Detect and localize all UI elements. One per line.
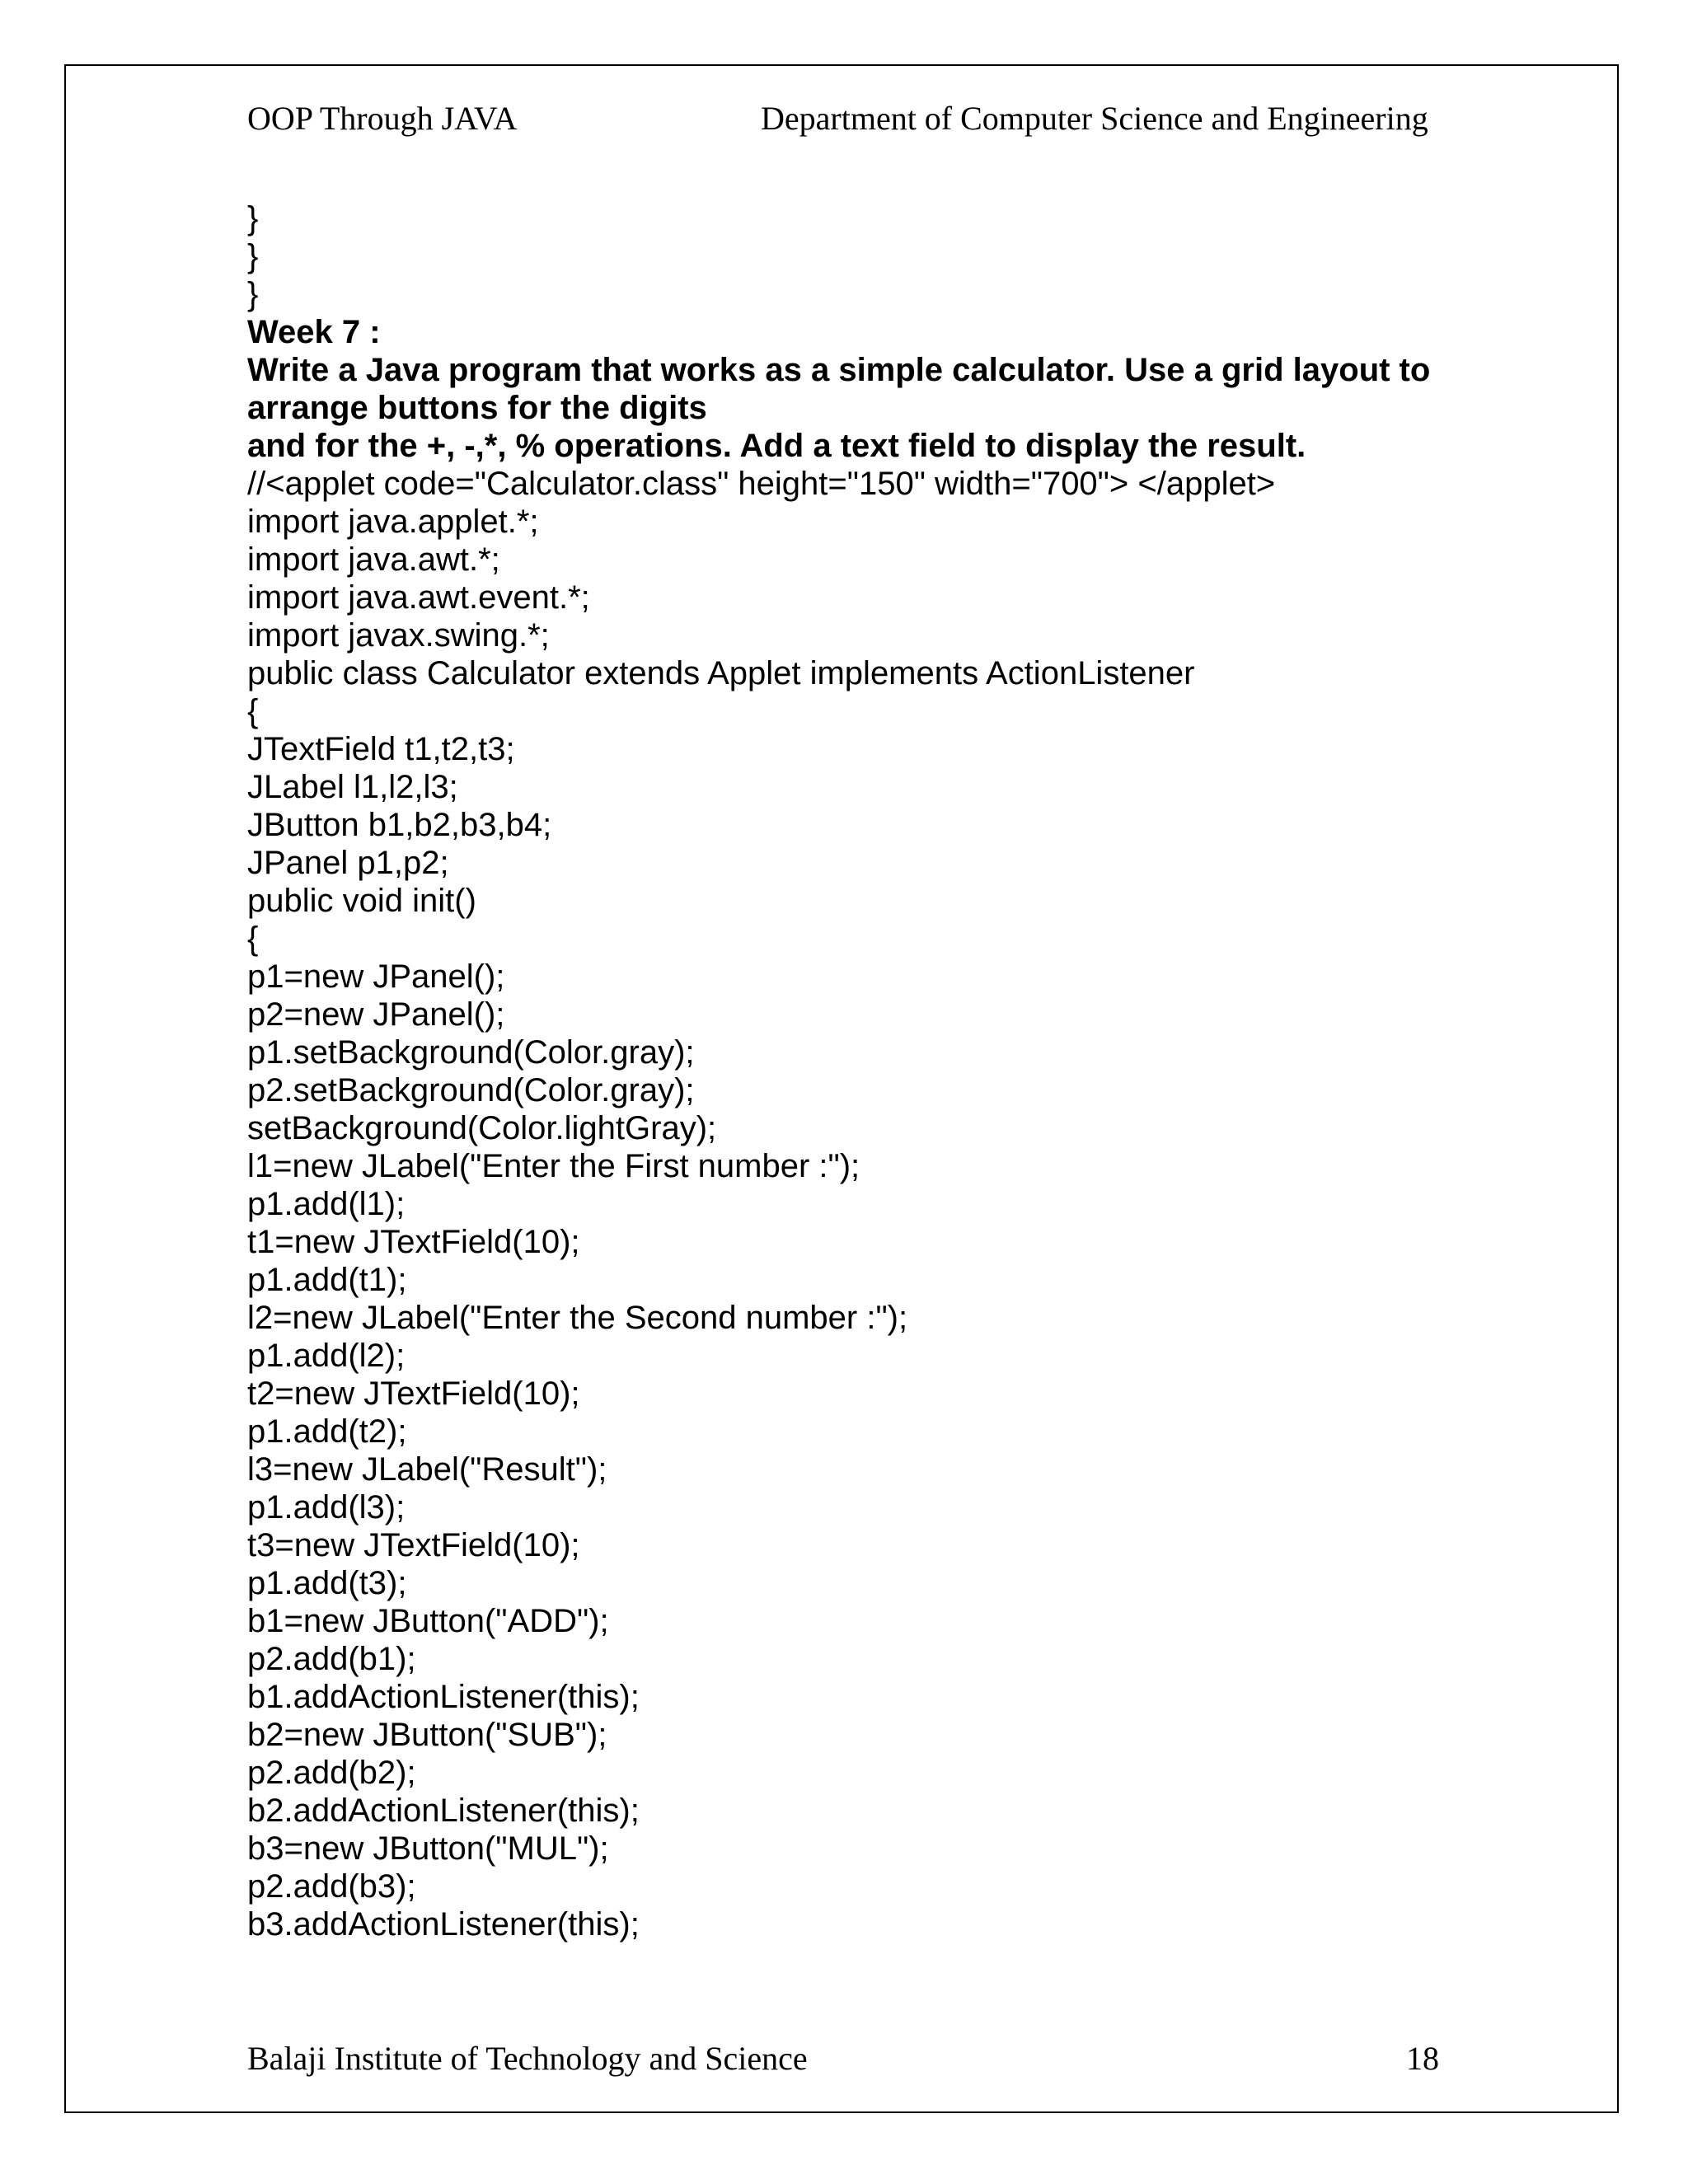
code-line: //<applet code="Calculator.class" height="150" width="700"> </applet> [247, 466, 1276, 502]
code-line: JButton b1,b2,b3,b4; [247, 807, 552, 843]
code-line: setBackground(Color.lightGray); [247, 1110, 717, 1146]
code-line: import java.awt.*; [247, 541, 500, 578]
code-line: import javax.swing.*; [247, 617, 550, 654]
code-block [247, 465, 1467, 1943]
code-line: p1.add(l1); [247, 1186, 406, 1222]
code-line: l2=new JLabel("Enter the Second number :"); [247, 1300, 908, 1336]
code-line-brace: } [247, 238, 259, 274]
code-line: t2=new JTextField(10); [247, 1376, 580, 1412]
code-line: p1.add(l3); [247, 1489, 406, 1526]
code-line: p2=new JPanel(); [247, 996, 505, 1033]
page-number: 18 [1406, 2040, 1439, 2077]
task-line: Write a Java program that works as a simple calculator. Use a grid layout to [247, 352, 1431, 388]
code-line: p1.add(t1); [247, 1262, 407, 1298]
code-line: p1.add(l2); [247, 1338, 406, 1374]
code-line-brace: } [247, 200, 259, 237]
code-line: p2.add(b1); [247, 1641, 416, 1677]
footer-institute: Balaji Institute of Technology and Science [247, 2040, 808, 2077]
code-line: public class Calculator extends Applet implements ActionListener [247, 655, 1195, 691]
code-line: b2=new JButton("SUB"); [247, 1717, 607, 1753]
code-line: p1.add(t2); [247, 1413, 407, 1450]
code-line: p2.add(b2); [247, 1755, 416, 1791]
code-line: b3.addActionListener(this); [247, 1906, 640, 1943]
code-line: b2.addActionListener(this); [247, 1793, 640, 1829]
code-line: p1=new JPanel(); [247, 958, 505, 995]
code-line: t1=new JTextField(10); [247, 1224, 580, 1260]
code-line: JPanel p1,p2; [247, 845, 449, 881]
code-line: p2.add(b3); [247, 1868, 416, 1905]
header-course-title: OOP Through JAVA [247, 100, 518, 137]
code-line: { [247, 693, 259, 729]
code-line: l1=new JLabel("Enter the First number :"); [247, 1148, 860, 1184]
page-body [247, 199, 1467, 1943]
code-line: JLabel l1,l2,l3; [247, 769, 458, 805]
task-line: arrange buttons for the digits [247, 390, 707, 426]
code-line: import java.applet.*; [247, 504, 539, 540]
code-line: import java.awt.event.*; [247, 579, 590, 616]
code-line: p2.setBackground(Color.gray); [247, 1072, 695, 1108]
code-line: b1=new JButton("ADD"); [247, 1603, 609, 1639]
code-line: { [247, 921, 259, 957]
code-line: t3=new JTextField(10); [247, 1527, 580, 1563]
header-department: Department of Computer Science and Engineering [761, 100, 1428, 137]
code-line: l3=new JLabel("Result"); [247, 1451, 607, 1488]
code-line: public void init() [247, 883, 476, 919]
code-line: b3=new JButton("MUL"); [247, 1830, 609, 1867]
code-line: b1.addActionListener(this); [247, 1679, 640, 1715]
code-line: p1.setBackground(Color.gray); [247, 1034, 695, 1071]
code-line: JTextField t1,t2,t3; [247, 731, 515, 767]
week-title: Week 7 : [247, 314, 381, 350]
code-line-brace: } [247, 276, 259, 312]
code-line: p1.add(t3); [247, 1565, 407, 1601]
task-line: and for the +, -,*, % operations. Add a text field to display the result. [247, 428, 1306, 464]
